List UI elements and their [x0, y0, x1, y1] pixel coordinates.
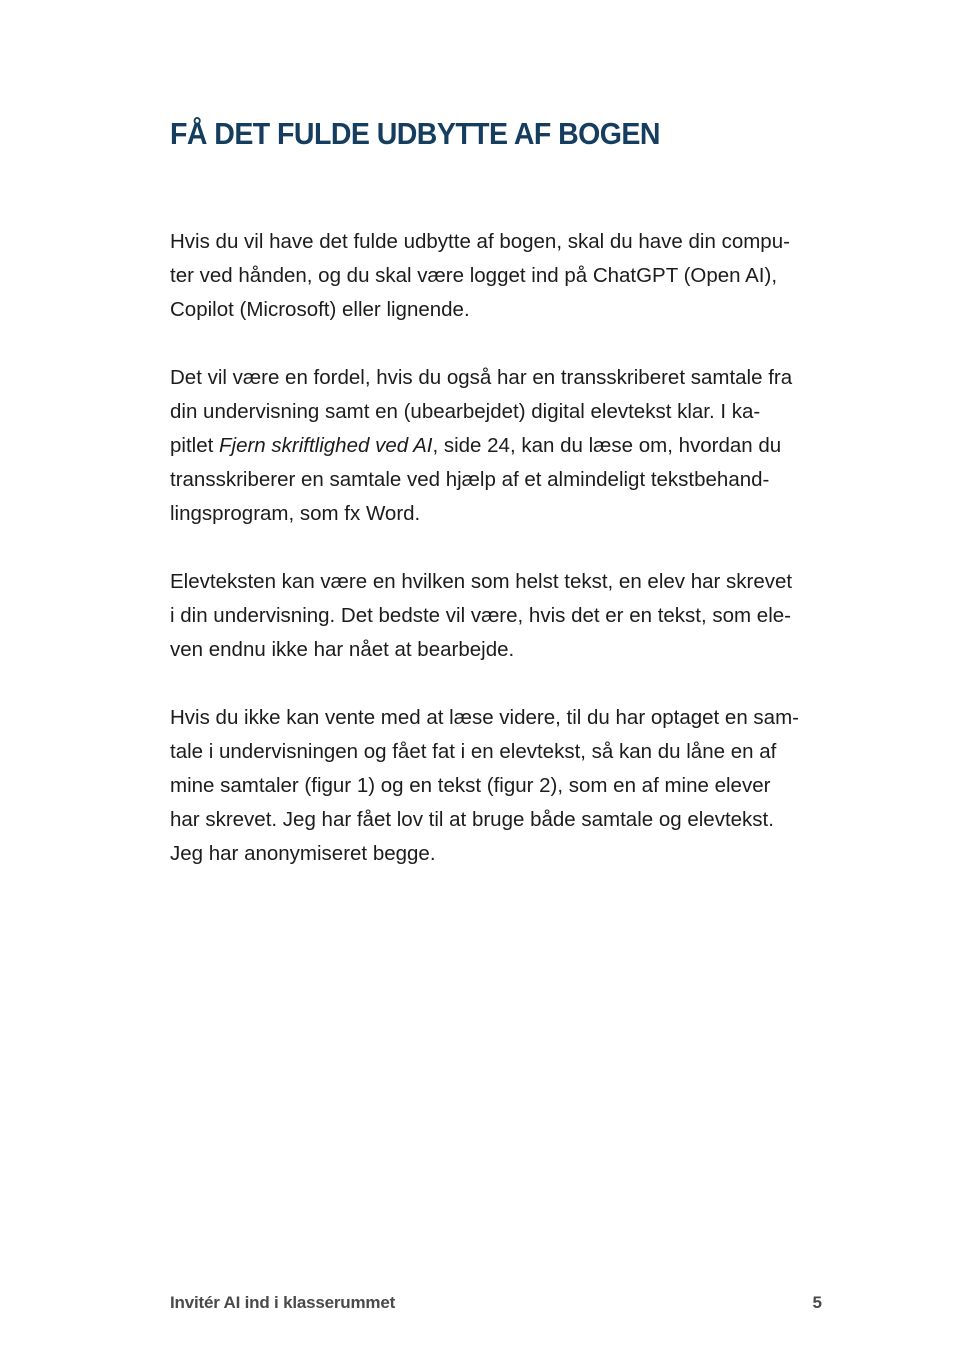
page-number: 5: [812, 1293, 822, 1312]
page-title: FÅ DET FULDE UDBYTTE AF BOGEN: [170, 116, 660, 151]
chapter-reference: Fjern skriftlighed ved AI: [219, 434, 433, 457]
text-line: Hvis du ikke kan vente med at læse videre, til du har optaget en sam-: [170, 706, 799, 729]
text-line: Det vil være en fordel, hvis du også har en transskriberet samtale fra: [170, 366, 793, 389]
body-text: [170, 225, 830, 905]
text-fragment: pitlet: [170, 434, 219, 457]
text-line: har skrevet. Jeg har fået lov til at bruge både samtale og elevtekst.: [170, 808, 774, 831]
paragraph-1: [170, 225, 830, 327]
paragraph-3: [170, 565, 830, 667]
text-line: transskriberer en samtale ved hjælp af et almindeligt tekstbehand-: [170, 468, 770, 491]
text-line: tale i undervisningen og fået fat i en elevtekst, så kan du låne en af: [170, 740, 777, 763]
text-line: i din undervisning. Det bedste vil være, hvis det er en tekst, som ele-: [170, 604, 791, 627]
text-line: Copilot (Microsoft) eller lignende.: [170, 298, 470, 321]
text-line: [170, 429, 830, 463]
text-line: Jeg har anonymiseret begge.: [170, 842, 436, 865]
text-line: ter ved hånden, og du skal være logget ind på ChatGPT (Open AI),: [170, 264, 778, 287]
text-line: lingsprogram, som fx Word.: [170, 502, 421, 525]
text-line: Elevteksten kan være en hvilken som helst tekst, en elev har skrevet: [170, 570, 793, 593]
paragraph-4: [170, 701, 830, 871]
text-line: ven endnu ikke har nået at bearbejde.: [170, 638, 515, 661]
text-line: mine samtaler (figur 1) og en tekst (figur 2), som en af mine elever: [170, 774, 771, 797]
text-fragment: , side 24, kan du læse om, hvordan du: [432, 434, 782, 457]
paragraph-2: [170, 361, 830, 531]
page-footer: [170, 1293, 822, 1317]
footer-book-title: Invitér AI ind i klasserummet: [170, 1293, 396, 1312]
text-line: Hvis du vil have det fulde udbytte af bogen, skal du have din compu-: [170, 230, 790, 253]
text-line: din undervisning samt en (ubearbejdet) digital elevtekst klar. I ka-: [170, 400, 761, 423]
